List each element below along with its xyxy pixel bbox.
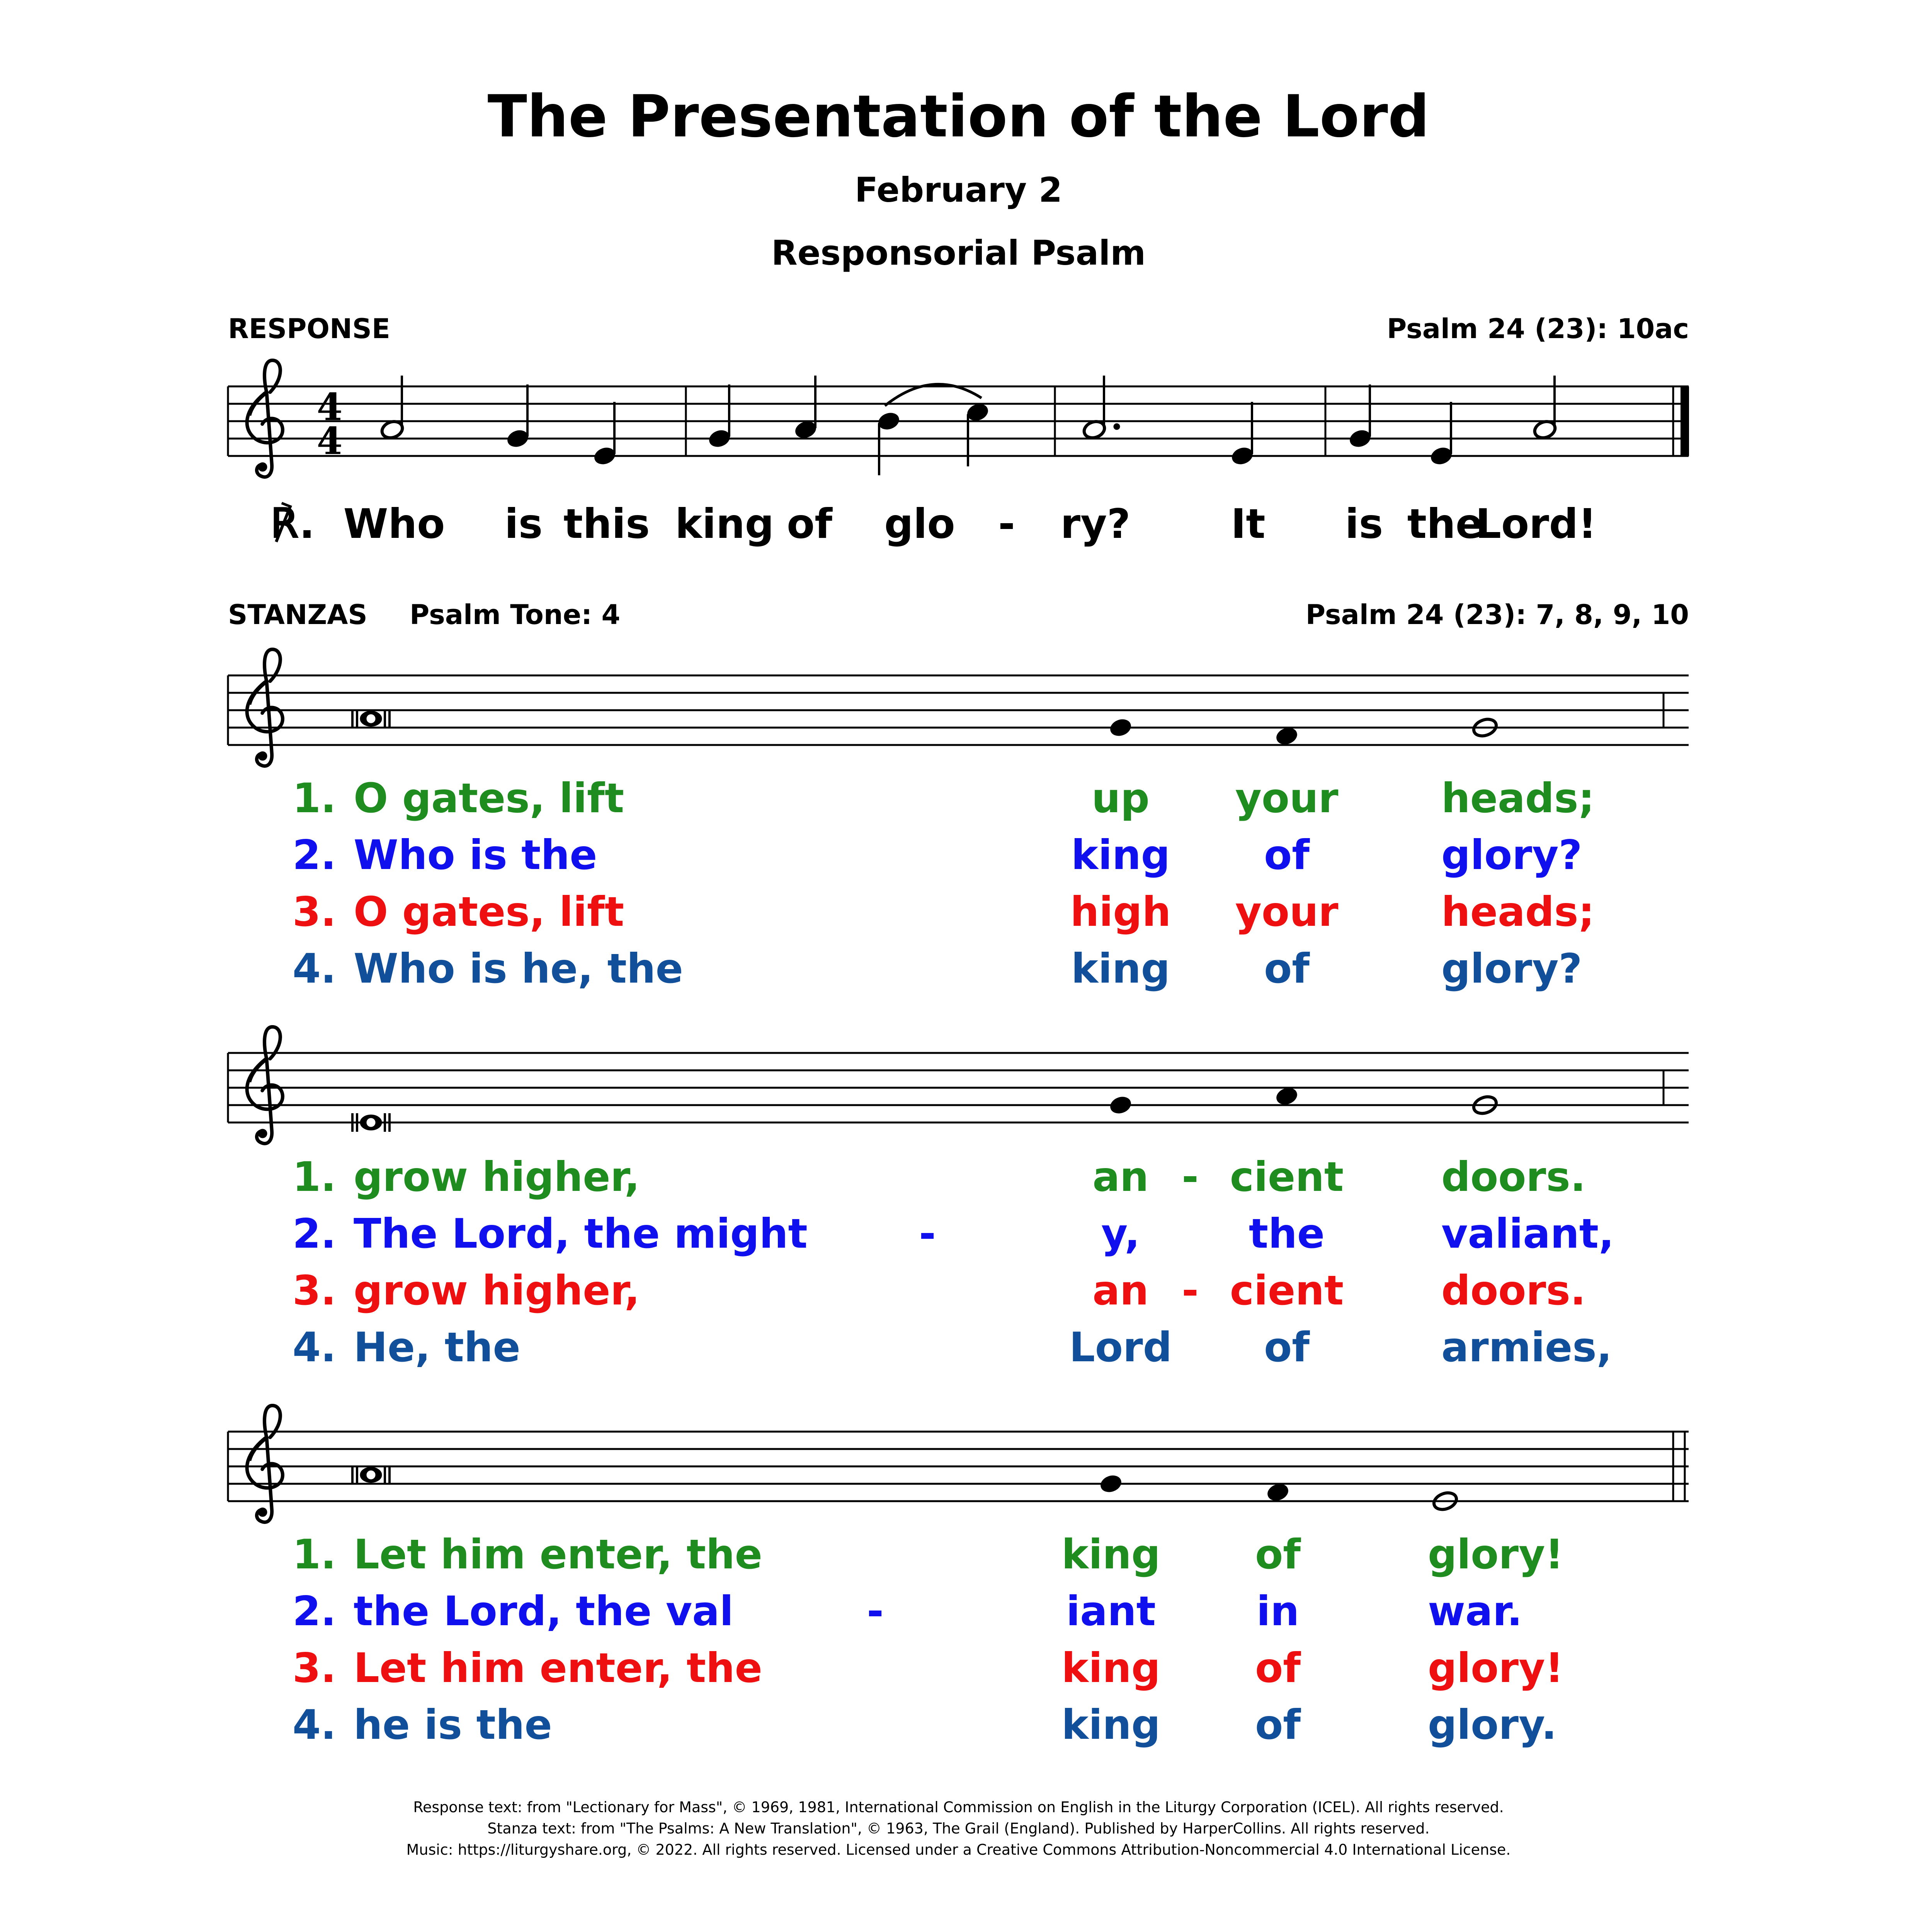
- response-syllable: king: [675, 500, 774, 548]
- verse-syllable: of: [1255, 1701, 1301, 1748]
- verse-hyphen: -: [919, 1210, 936, 1257]
- verse-syllable: Lord: [1069, 1324, 1172, 1371]
- response-hyphen: -: [998, 500, 1015, 548]
- verse-text: Let him enter, the: [354, 1531, 762, 1578]
- verse-hyphen: -: [1182, 1153, 1199, 1201]
- verse-syllable: king: [1061, 1645, 1160, 1692]
- verse-syllable: your: [1235, 775, 1339, 822]
- verse-hyphen: -: [867, 1588, 884, 1635]
- stanza-staff-3: [228, 1432, 1689, 1501]
- verse-syllable: heads;: [1441, 775, 1595, 822]
- stanza-notes-2: [352, 1085, 1499, 1132]
- verse-text: He, the: [354, 1324, 520, 1371]
- verse-syllable: your: [1235, 888, 1339, 935]
- response-reference: Psalm 24 (23): 10ac: [1387, 313, 1689, 345]
- response-syllable: Who: [343, 500, 445, 548]
- verse-syllable: glory.: [1428, 1701, 1557, 1748]
- verse-text: O gates, lift: [354, 775, 624, 822]
- verse-syllable: of: [1264, 1324, 1310, 1371]
- stanzas-label: STANZAS: [228, 599, 367, 631]
- verse-text: Who is the: [354, 832, 597, 879]
- verse-number: 4.: [293, 1701, 336, 1748]
- verse-syllable: an: [1092, 1153, 1149, 1201]
- verse-syllable: of: [1255, 1645, 1301, 1692]
- verse-syllable: glory?: [1441, 832, 1582, 879]
- response-syllable: is: [1345, 500, 1383, 548]
- verse-syllable: cient: [1230, 1153, 1344, 1201]
- verse-syllable: of: [1264, 945, 1310, 992]
- response-label: RESPONSE: [228, 313, 390, 345]
- verse-number: 2.: [293, 1588, 336, 1635]
- verse-syllable: y,: [1101, 1210, 1140, 1257]
- stanza-staff-2: [228, 1053, 1689, 1122]
- verse-syllable: in: [1256, 1588, 1300, 1635]
- verse-syllable: of: [1264, 832, 1310, 879]
- verse-syllable: glory!: [1428, 1531, 1564, 1578]
- verse-text: Who is he, the: [354, 945, 683, 992]
- verse-number: 4.: [293, 1324, 336, 1371]
- verse-syllable: glory?: [1441, 945, 1582, 992]
- footer-music-credit: Music: https://liturgyshare.org, © 2022. All rights reserved. Licensed under a Creative Commons Attribution-Noncommercial 4.0 International License.: [406, 1841, 1511, 1858]
- verse-number: 1.: [293, 775, 336, 822]
- verse-text: the Lord, the val: [354, 1588, 734, 1635]
- response-syllable: glo: [884, 500, 955, 548]
- verse-text: grow higher,: [354, 1267, 640, 1314]
- psalm-subtitle: Responsorial Psalm: [771, 233, 1146, 273]
- verse-syllable: heads;: [1441, 888, 1595, 935]
- verse-number: 1.: [293, 1153, 336, 1201]
- stanza-notes-3: [352, 1466, 1459, 1512]
- verse-text: he is the: [354, 1701, 552, 1748]
- verse-text: Let him enter, the: [354, 1645, 762, 1692]
- response-staff: [228, 386, 1689, 456]
- footer-response-credit: Response text: from "Lectionary for Mass", © 1969, 1981, International Commission on English in the Liturgy Corporation (ICEL). All rights reserved.: [413, 1799, 1504, 1816]
- verse-syllable: king: [1061, 1701, 1160, 1748]
- verse-syllable: the: [1249, 1210, 1325, 1257]
- response-syllable: ry?: [1060, 500, 1131, 548]
- verse-syllable: iant: [1066, 1588, 1156, 1635]
- stanzas-reference: Psalm 24 (23): 7, 8, 9, 10: [1305, 599, 1689, 631]
- verse-number: 1.: [293, 1531, 336, 1578]
- verse-number: 3.: [293, 1645, 336, 1692]
- verse-hyphen: -: [1182, 1267, 1199, 1314]
- verse-number: 2.: [293, 832, 336, 879]
- verse-number: 4.: [293, 945, 336, 992]
- response-syllable: is: [504, 500, 543, 548]
- footer-stanza-credit: Stanza text: from "The Psalms: A New Translation", © 1963, The Grail (England). Published by HarperCollins. All rights reserved.: [487, 1820, 1430, 1837]
- verse-syllable: an: [1092, 1267, 1149, 1314]
- verse-syllable: cient: [1230, 1267, 1344, 1314]
- verse-number: 3.: [293, 888, 336, 935]
- verse-syllable: king: [1071, 945, 1170, 992]
- response-syllable: Lord!: [1475, 500, 1597, 548]
- verse-text: The Lord, the might: [354, 1210, 808, 1257]
- response-notes: [380, 376, 1557, 475]
- verse-syllable: war.: [1428, 1588, 1522, 1635]
- response-syllable: of: [787, 500, 832, 548]
- time-signature-bottom: 4: [316, 419, 343, 463]
- verse-number: 3.: [293, 1267, 336, 1314]
- time-signature-top: 4: [316, 385, 343, 429]
- treble-clef: [247, 361, 282, 477]
- stanza-staff-1: [228, 675, 1689, 745]
- verse-syllable: armies,: [1441, 1324, 1612, 1371]
- verse-syllable: king: [1061, 1531, 1160, 1578]
- verse-text: O gates, lift: [354, 888, 624, 935]
- verse-syllable: of: [1255, 1531, 1301, 1578]
- verse-syllable: doors.: [1441, 1267, 1586, 1314]
- response-syllable: the: [1407, 500, 1483, 548]
- verse-syllable: glory!: [1428, 1645, 1564, 1692]
- verse-syllable: doors.: [1441, 1153, 1586, 1201]
- response-symbol: ℟.: [270, 500, 315, 548]
- feast-date: February 2: [854, 170, 1063, 210]
- verse-number: 2.: [293, 1210, 336, 1257]
- page-title: The Presentation of the Lord: [487, 83, 1430, 150]
- verse-syllable: king: [1071, 832, 1170, 879]
- response-syllable: this: [563, 500, 650, 548]
- verse-syllable: high: [1070, 888, 1171, 935]
- verse-syllable: up: [1092, 775, 1150, 822]
- verse-text: grow higher,: [354, 1153, 640, 1201]
- response-syllable: It: [1231, 500, 1266, 548]
- verse-syllable: valiant,: [1441, 1210, 1614, 1257]
- psalm-tone-label: Psalm Tone: 4: [410, 599, 621, 631]
